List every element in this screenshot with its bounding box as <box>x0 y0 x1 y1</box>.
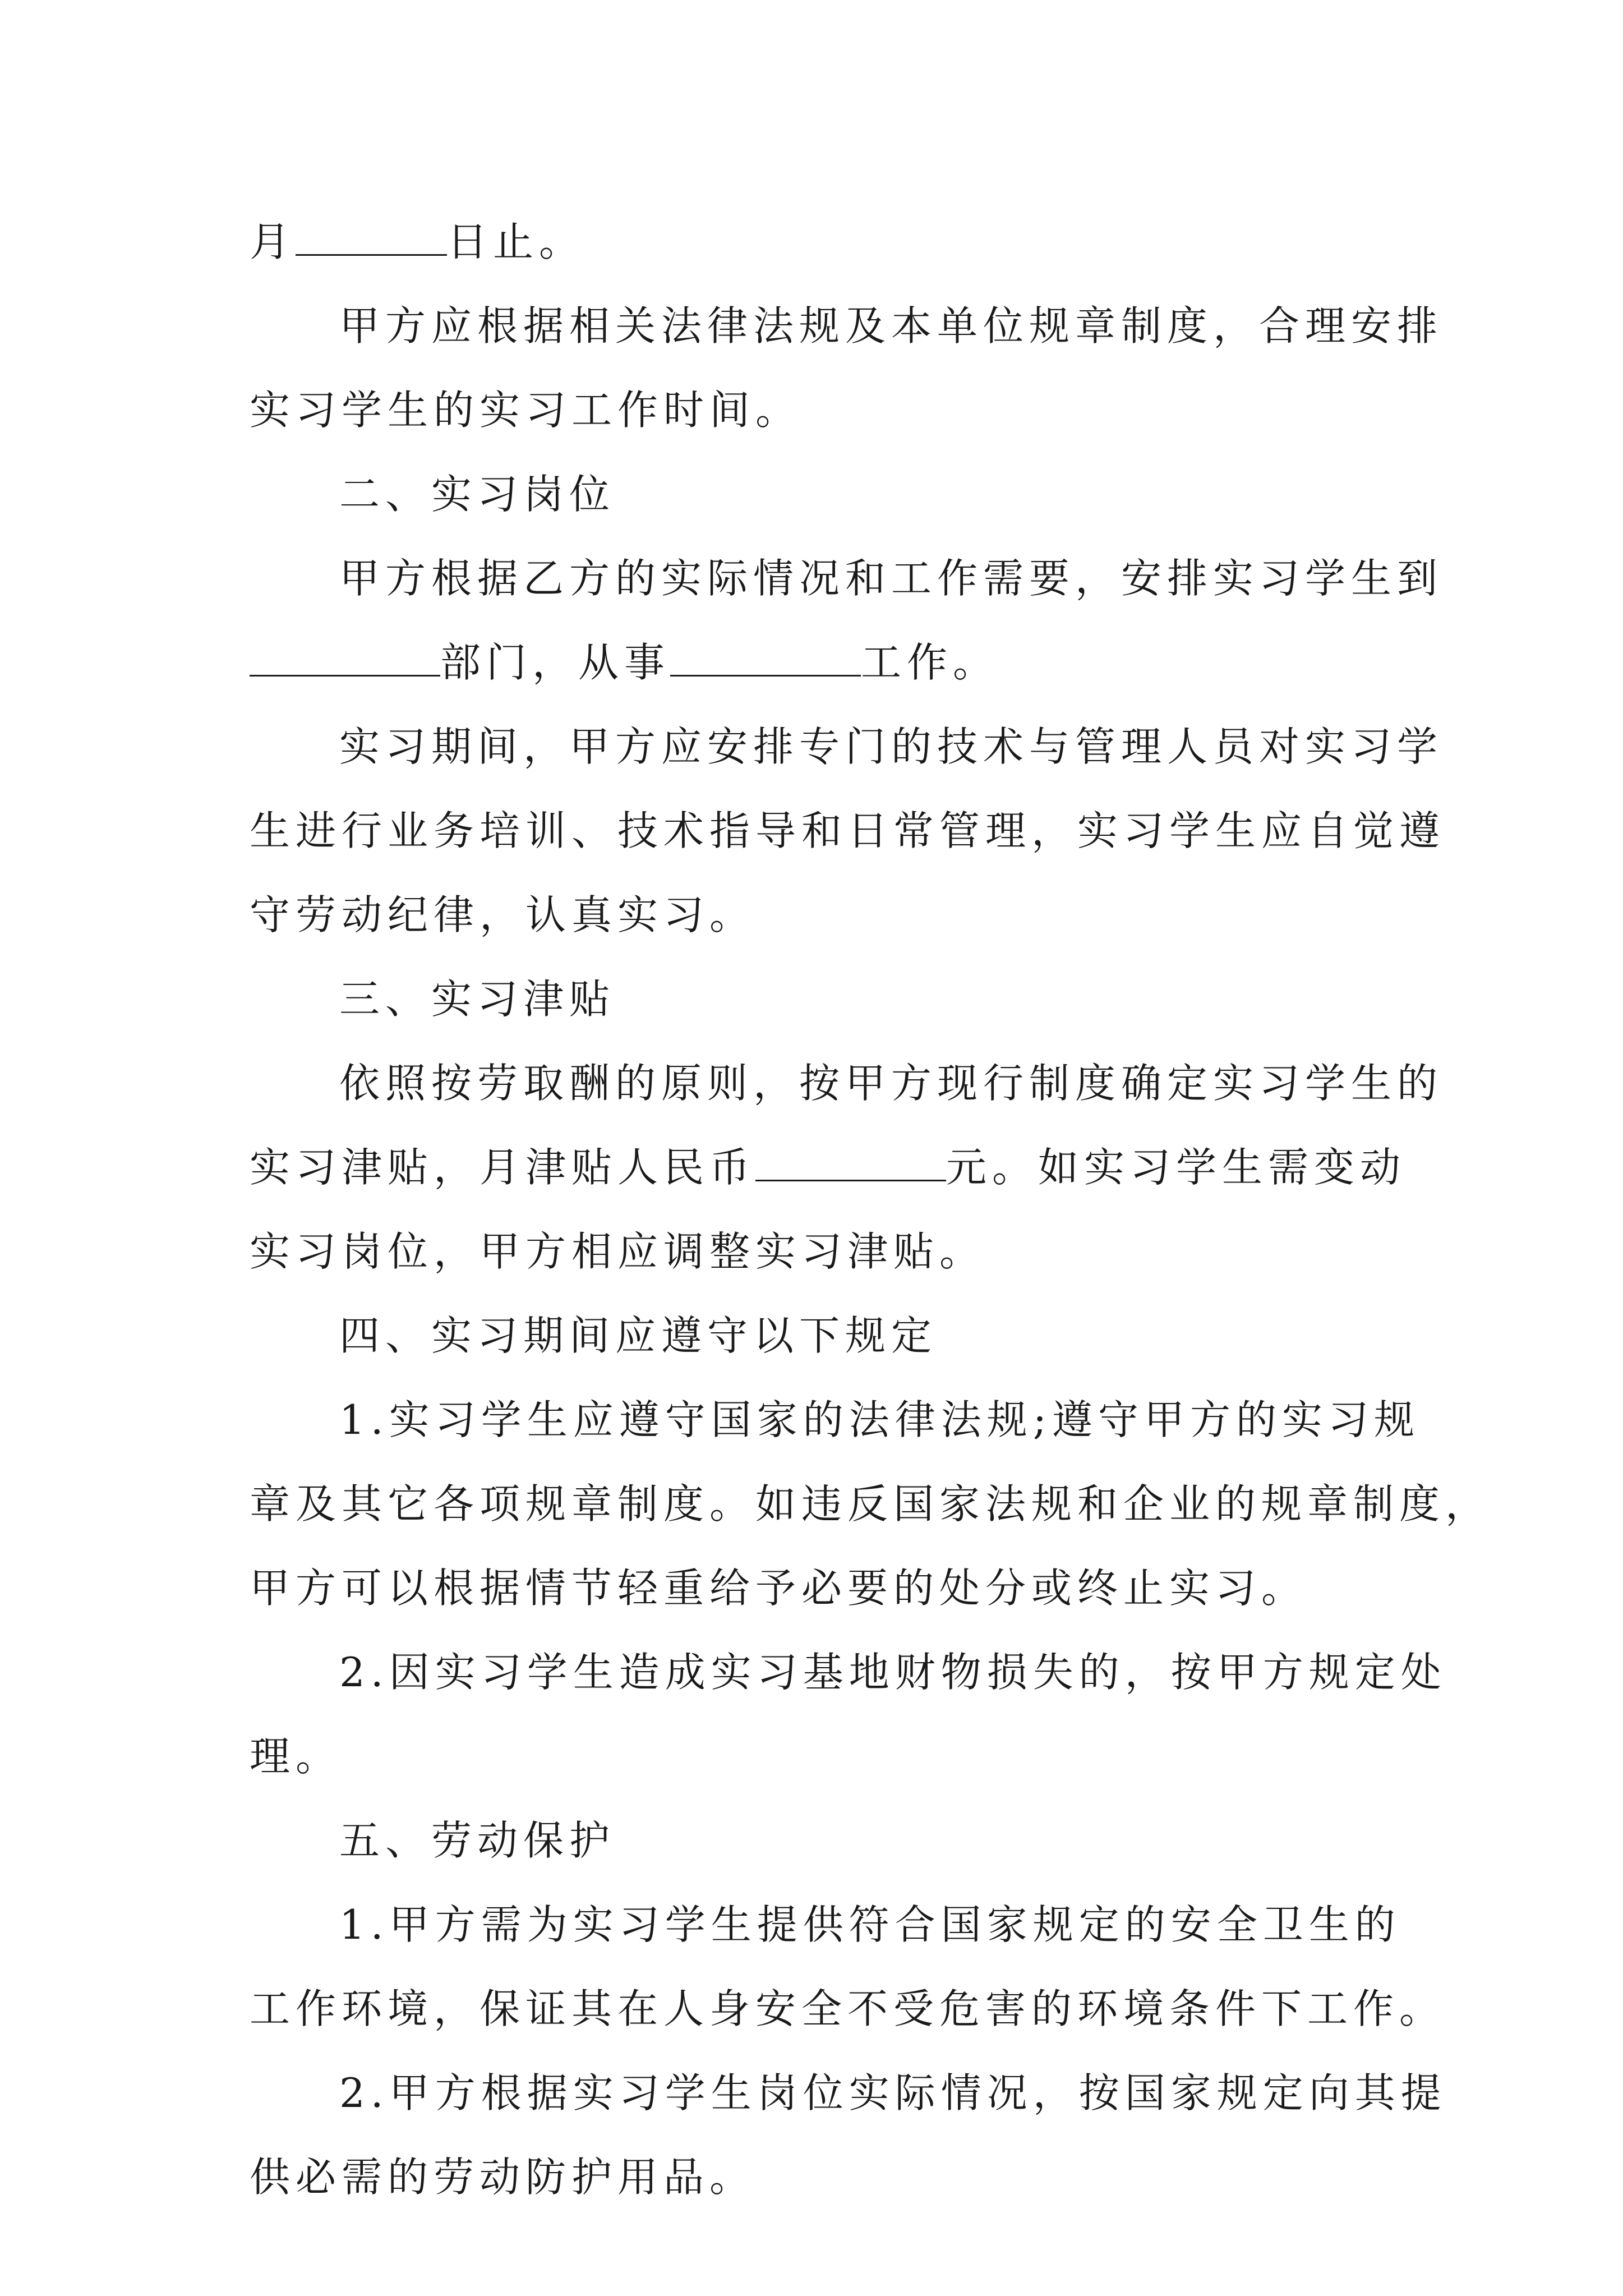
paragraph-line: 1.甲方需为实习学生提供符合国家规定的安全卫生的 <box>339 1901 1401 1948</box>
paragraph-line: 2.因实习学生造成实习基地财物损失的，按甲方规定处 <box>339 1649 1447 1696</box>
paragraph-line: 实习学生的实习工作时间。 <box>250 386 802 434</box>
paragraph-line: 章及其它各项规章制度。如违反国家法规和企业的规章制度， <box>250 1480 1492 1527</box>
paragraph-line: 甲方应根据相关法律法规及本单位规章制度，合理安排 <box>339 302 1444 349</box>
text-segment: 部门，从事 <box>440 639 671 686</box>
text-line <box>250 200 1394 284</box>
text-segment: 日止。 <box>447 218 585 265</box>
paragraph-line: 甲方根据乙方的实际情况和工作需要，安排实习学生到 <box>339 555 1444 602</box>
text-line <box>250 1125 1407 1209</box>
paragraph-line: 实习期间，甲方应安排专门的技术与管理人员对实习学 <box>339 723 1444 770</box>
text-segment: 实习津贴，月津贴人民币 <box>250 1144 756 1191</box>
paragraph-line: 理。 <box>250 1733 342 1780</box>
section-heading: 二、实习岗位 <box>339 471 616 518</box>
text-segment: 元。如实习学生需变动 <box>946 1144 1407 1191</box>
paragraph-line: 供必需的劳动防护用品。 <box>250 2154 756 2201</box>
paragraph-line: 工作环境，保证其在人身安全不受危害的环境条件下工作。 <box>250 1985 1446 2032</box>
text-segment: 工作。 <box>861 639 999 686</box>
paragraph-line: 1.实习学生应遵守国家的法律法规;遵守甲方的实习规 <box>339 1396 1420 1443</box>
fill-in-blank <box>250 629 440 677</box>
fill-in-blank <box>755 1134 946 1181</box>
document-body <box>250 200 1492 2219</box>
paragraph-line: 依照按劳取酬的原则，按甲方现行制度确定实习学生的 <box>339 1060 1444 1107</box>
paragraph-line: 2.甲方根据实习学生岗位实际情况，按国家规定向其提 <box>339 2069 1447 2116</box>
paragraph-line: 实习岗位，甲方相应调整实习津贴。 <box>250 1228 986 1275</box>
paragraph-line: 生进行业务培训、技术指导和日常管理，实习学生应自觉遵 <box>250 807 1446 854</box>
section-heading: 五、劳动保护 <box>339 1817 616 1864</box>
fill-in-blank <box>296 208 447 256</box>
paragraph-line: 甲方可以根据情节轻重给予必要的处分或终止实习。 <box>250 1565 1308 1612</box>
paragraph-line: 守劳动纪律，认真实习。 <box>250 891 756 938</box>
section-heading: 三、实习津贴 <box>339 976 616 1023</box>
text-line <box>250 620 1394 705</box>
fill-in-blank <box>670 629 861 677</box>
section-heading: 四、实习期间应遵守以下规定 <box>339 1312 938 1359</box>
text-segment: 月 <box>250 218 296 265</box>
